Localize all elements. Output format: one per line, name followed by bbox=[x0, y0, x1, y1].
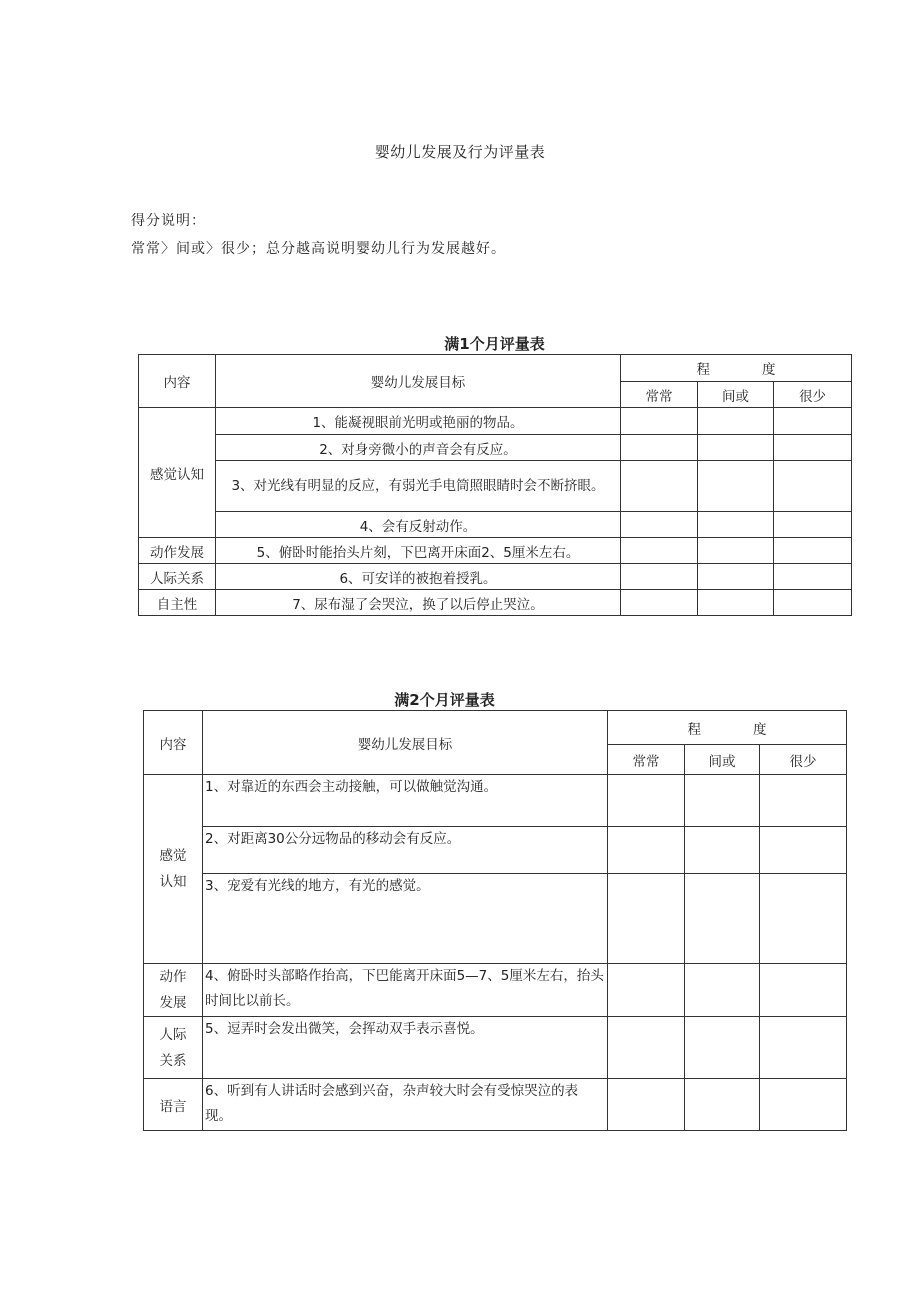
often-cell[interactable] bbox=[621, 564, 698, 590]
often-cell[interactable] bbox=[608, 1079, 685, 1131]
sometimes-cell[interactable] bbox=[698, 564, 774, 590]
score-note-text: 常常〉间或〉很少；总分越高说明婴幼儿行为发展越好。 bbox=[131, 241, 506, 257]
sometimes-cell[interactable] bbox=[698, 435, 774, 461]
table1-1month bbox=[138, 354, 852, 616]
table-row bbox=[139, 564, 852, 590]
header-rarely: 很少 bbox=[774, 382, 852, 408]
often-cell[interactable] bbox=[621, 408, 698, 435]
sometimes-cell[interactable] bbox=[685, 1017, 760, 1079]
category-cell: 自主性 bbox=[139, 590, 216, 616]
table-row bbox=[144, 775, 847, 827]
rarely-cell[interactable] bbox=[774, 590, 852, 616]
table-row bbox=[144, 1017, 847, 1079]
rarely-cell[interactable] bbox=[760, 874, 847, 964]
table-row bbox=[139, 512, 852, 538]
goal-cell: 2、对距离30公分远物品的移动会有反应。 bbox=[203, 827, 608, 874]
rarely-cell[interactable] bbox=[774, 538, 852, 564]
category-cell: 动作 发展 bbox=[144, 964, 203, 1017]
document-title: 婴幼儿发展及行为评量表 bbox=[374, 143, 546, 161]
sometimes-cell[interactable] bbox=[698, 461, 774, 512]
goal-cell: 3、对光线有明显的反应，有弱光手电筒照眼睛时会不断挤眼。 bbox=[216, 461, 621, 512]
often-cell[interactable] bbox=[608, 964, 685, 1017]
often-cell[interactable] bbox=[621, 435, 698, 461]
table-row bbox=[144, 874, 847, 964]
category-cell: 感觉认知 bbox=[139, 408, 216, 538]
category-cell: 感觉 认知 bbox=[144, 775, 203, 964]
header-rarely: 很少 bbox=[760, 745, 847, 775]
goal-cell: 4、会有反射动作。 bbox=[216, 512, 621, 538]
often-cell[interactable] bbox=[621, 512, 698, 538]
category-cell: 人际 关系 bbox=[144, 1017, 203, 1079]
sometimes-cell[interactable] bbox=[685, 1079, 760, 1131]
rarely-cell[interactable] bbox=[774, 461, 852, 512]
goal-cell: 5、逗弄时会发出微笑，会挥动双手表示喜悦。 bbox=[203, 1017, 608, 1079]
header-degree: 程 度 bbox=[608, 711, 847, 745]
header-goal: 婴幼儿发展目标 bbox=[203, 711, 608, 775]
rarely-cell[interactable] bbox=[760, 1079, 847, 1131]
goal-cell: 7、尿布湿了会哭泣，换了以后停止哭泣。 bbox=[216, 590, 621, 616]
category-cell: 动作发展 bbox=[139, 538, 216, 564]
goal-cell: 4、俯卧时头部略作抬高，下巴能离开床面5—7、5厘米左右，抬头时间比以前长。 bbox=[203, 964, 608, 1017]
goal-cell: 3、宠爱有光线的地方，有光的感觉。 bbox=[203, 874, 608, 964]
goal-cell: 6、听到有人讲话时会感到兴奋，杂声较大时会有受惊哭泣的表现。 bbox=[203, 1079, 608, 1131]
category-cell: 语言 bbox=[144, 1079, 203, 1131]
sometimes-cell[interactable] bbox=[685, 964, 760, 1017]
table-row bbox=[144, 1079, 847, 1131]
rarely-cell[interactable] bbox=[760, 1017, 847, 1079]
table-row bbox=[139, 590, 852, 616]
goal-cell: 1、能凝视眼前光明或艳丽的物品。 bbox=[216, 408, 621, 435]
goal-cell: 6、可安详的被抱着授乳。 bbox=[216, 564, 621, 590]
often-cell[interactable] bbox=[608, 827, 685, 874]
score-note-heading: 得分说明： bbox=[131, 213, 206, 229]
sometimes-cell[interactable] bbox=[698, 408, 774, 435]
header-content: 内容 bbox=[144, 711, 203, 775]
header-content: 内容 bbox=[139, 355, 216, 408]
rarely-cell[interactable] bbox=[774, 512, 852, 538]
table-row bbox=[139, 461, 852, 512]
table-row bbox=[144, 964, 847, 1017]
table2-title: 满2个月评量表 bbox=[394, 691, 495, 709]
often-cell[interactable] bbox=[608, 1017, 685, 1079]
header-degree: 程 度 bbox=[621, 355, 852, 382]
rarely-cell[interactable] bbox=[774, 564, 852, 590]
header-sometimes: 间或 bbox=[685, 745, 760, 775]
rarely-cell[interactable] bbox=[760, 827, 847, 874]
goal-cell: 2、对身旁微小的声音会有反应。 bbox=[216, 435, 621, 461]
table2-2month bbox=[143, 710, 847, 1131]
sometimes-cell[interactable] bbox=[685, 827, 760, 874]
rarely-cell[interactable] bbox=[774, 435, 852, 461]
sometimes-cell[interactable] bbox=[698, 512, 774, 538]
table1-title: 满1个月评量表 bbox=[444, 335, 545, 353]
rarely-cell[interactable] bbox=[774, 408, 852, 435]
often-cell[interactable] bbox=[621, 461, 698, 512]
goal-cell: 5、俯卧时能抬头片刻，下巴离开床面2、5厘米左右。 bbox=[216, 538, 621, 564]
often-cell[interactable] bbox=[608, 775, 685, 827]
table-header-row bbox=[144, 711, 847, 745]
goal-cell: 1、对靠近的东西会主动接触，可以做触觉沟通。 bbox=[203, 775, 608, 827]
header-often: 常常 bbox=[621, 382, 698, 408]
often-cell[interactable] bbox=[621, 538, 698, 564]
sometimes-cell[interactable] bbox=[698, 538, 774, 564]
table-row bbox=[139, 408, 852, 435]
sometimes-cell[interactable] bbox=[685, 874, 760, 964]
table-header-row bbox=[139, 355, 852, 382]
table-row bbox=[139, 538, 852, 564]
often-cell[interactable] bbox=[608, 874, 685, 964]
header-often: 常常 bbox=[608, 745, 685, 775]
category-cell: 人际关系 bbox=[139, 564, 216, 590]
header-goal: 婴幼儿发展目标 bbox=[216, 355, 621, 408]
sometimes-cell[interactable] bbox=[698, 590, 774, 616]
sometimes-cell[interactable] bbox=[685, 775, 760, 827]
rarely-cell[interactable] bbox=[760, 964, 847, 1017]
table-row bbox=[139, 435, 852, 461]
often-cell[interactable] bbox=[621, 590, 698, 616]
rarely-cell[interactable] bbox=[760, 775, 847, 827]
header-sometimes: 间或 bbox=[698, 382, 774, 408]
table-row bbox=[144, 827, 847, 874]
